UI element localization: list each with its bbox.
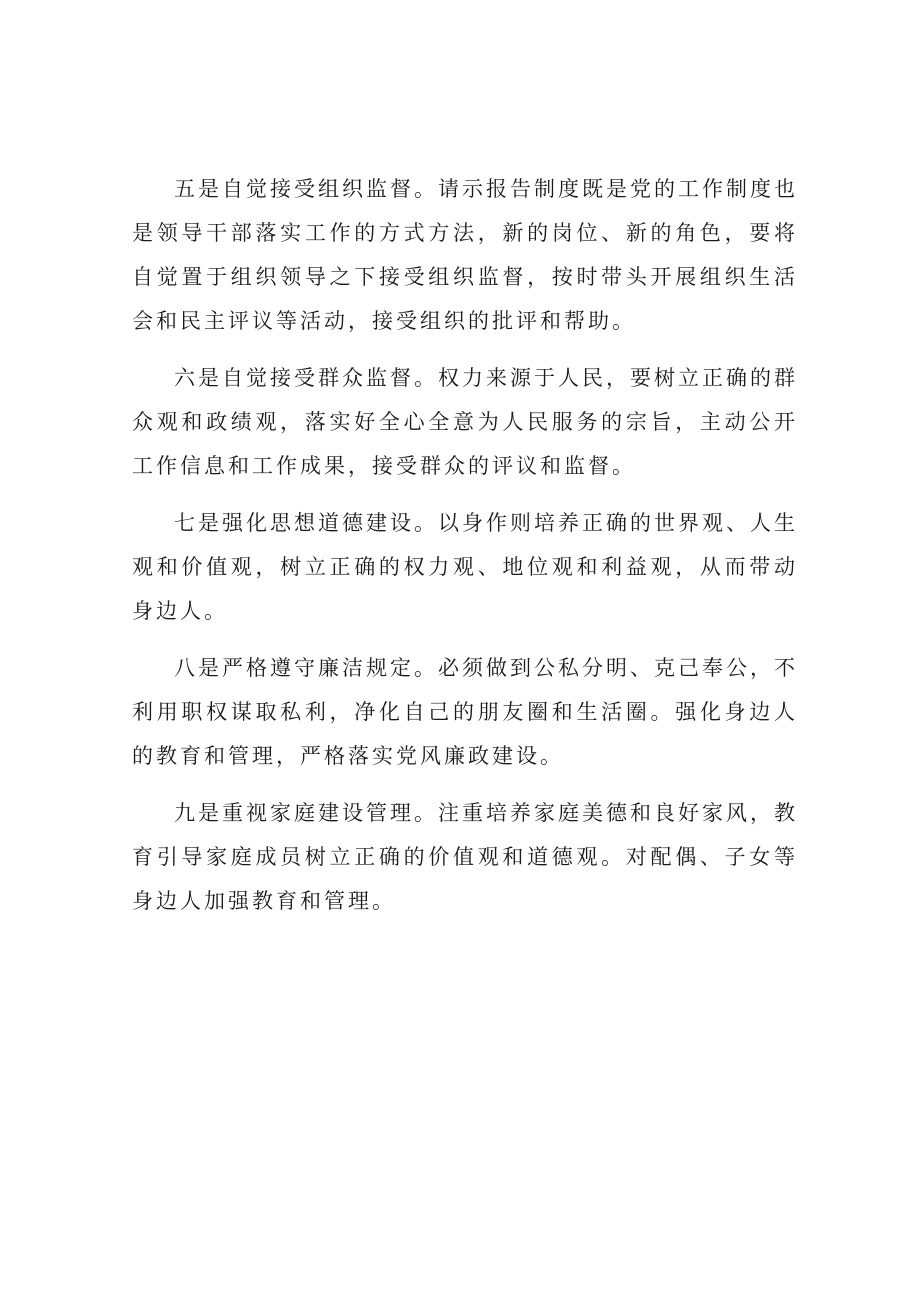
paragraph-moral-construction: 七是强化思想道德建设。以身作则培养正确的世界观、人生观和价值观，树立正确的权力观、地位观和利益观，从而带动身边人。: [132, 511, 798, 623]
paragraph-public-supervision: 六是自觉接受群众监督。权力来源于人民，要树立正确的群众观和政绩观，落实好全心全意为人民服务的宗旨，主动公开工作信息和工作成果，接受群众的评议和监督。: [132, 366, 798, 478]
paragraph-organization-supervision: 五是自觉接受组织监督。请示报告制度既是党的工作制度也是领导干部落实工作的方式方法，新的岗位、新的角色，要将自觉置于组织领导之下接受组织监督，按时带头开展组织生活会和民主评议等活动，接受组织的批评和帮助。: [132, 177, 798, 333]
paragraph-integrity-rules: 八是严格遵守廉洁规定。必须做到公私分明、克己奉公，不利用职权谋取私利，净化自己的朋友圈和生活圈。强化身边人的教育和管理，严格落实党风廉政建设。: [132, 656, 798, 768]
document-body: [132, 167, 798, 936]
paragraph-family-management: 九是重视家庭建设管理。注重培养家庭美德和良好家风，教育引导家庭成员树立正确的价值观和道德观。对配偶、子女等身边人加强教育和管理。: [132, 801, 798, 913]
